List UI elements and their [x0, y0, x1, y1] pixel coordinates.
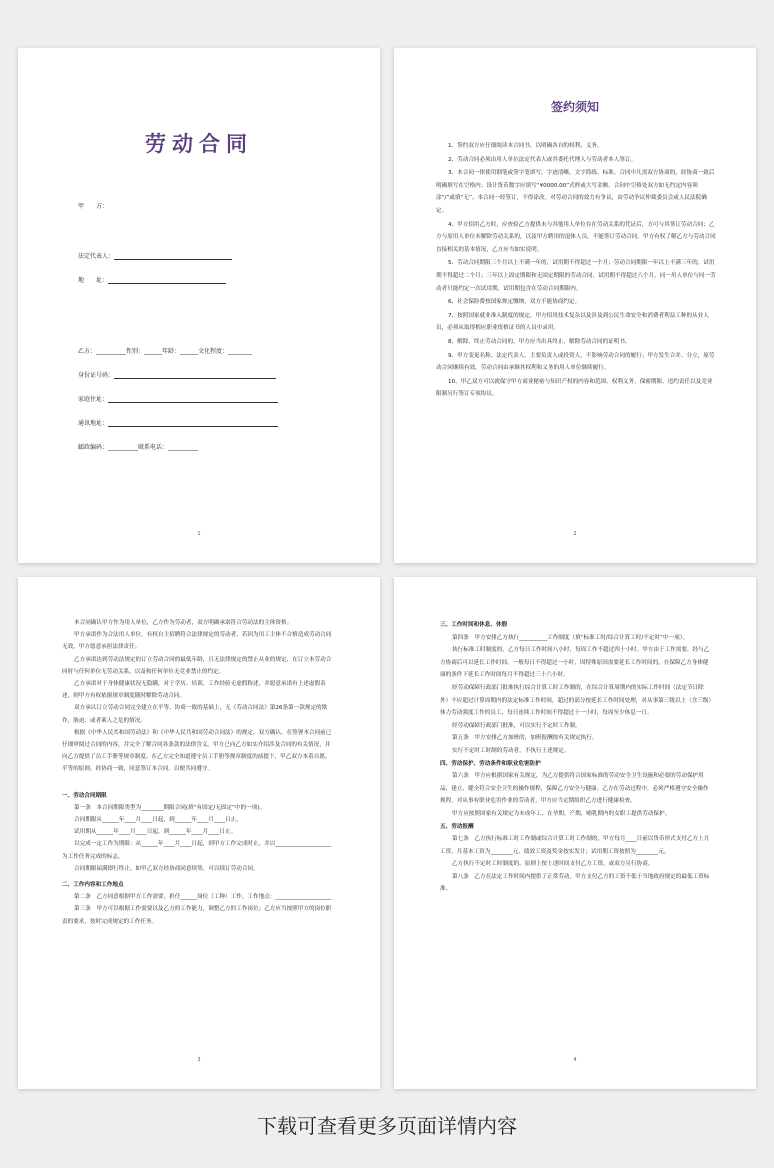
- notice-item: 5、劳动合同期限三个月以上不满一年的，试用期不得超过一个月；劳动合同期限一年以上不满三年的，试用期不得超过二个月；三年以上固定期限和无固定期限的劳动合同，试用期不得超过六个月。同一用人单位与同一劳动者只能约定一次试用期，试用期包含在劳动合同期限内。: [436, 260, 716, 292]
- legal-rep-line: [114, 253, 232, 260]
- section-heading: 二、工作内容和工作地点: [62, 882, 124, 889]
- section-heading: 三、工作时间和休息、休假: [440, 622, 508, 628]
- clause: 第八条 乙方在法定工作时间内提供了正常劳动，甲方支付乙方的工资不低于当地政府规定的最低工资标准。: [440, 873, 710, 893]
- notice-list: [436, 140, 716, 402]
- home-address-row: [78, 394, 278, 403]
- paragraph: 乙方承诺对于身体健康状况无隐瞒，对于学历、培训，工作经验无虚假称述，并愿意承诺有上述虚假表述，则甲方有权依据规章制度随时解除劳动合同。: [62, 681, 326, 700]
- home-address-line: [108, 396, 278, 403]
- clause: 以完成一定工作为期限：从______年____月____日起，到甲方工作完成时止，并以____________________为工作任务完成的标志。: [62, 841, 332, 860]
- id-number-label: 身份证号码：: [78, 372, 115, 379]
- notice-item: 2、劳动合同必须由用人单位法定代表人或其委托代理人与劳动者本人签订。: [448, 156, 637, 163]
- page3-body: [62, 617, 334, 928]
- mail-address-row: [78, 418, 278, 427]
- section-heading: 五、劳动报酬: [440, 823, 474, 830]
- contract-page-3: [18, 577, 380, 1089]
- page4-body: [440, 619, 712, 896]
- legal-rep-row: [78, 251, 232, 260]
- clause: 第六条 甲方应根据国家有关规定，为乙方提供符合国家标准的劳动安全卫生设施和必要的劳动保护用品，建立、健全符合安全卫生的操作规程，保障乙方安全与健康。乙方在劳动过程中，必须严格遵守安全操作规程。对从事有职业危害作业的劳动者，甲方应当定期组织乙方进行健康检查。: [440, 773, 709, 805]
- clause: 甲方应按照国家有关规定为未成年工、在孕期、产期、哺乳期内的女职工提供劳动保护。: [452, 810, 671, 817]
- id-number-row: [78, 370, 276, 379]
- address-label: 地 址：: [78, 277, 109, 284]
- page-number: 2: [573, 531, 577, 537]
- notice-item: 6、社会保险费按国家规定缴纳，双方不能协商约定。: [448, 299, 581, 306]
- page-number: 1: [197, 531, 201, 537]
- mail-address-line: [108, 420, 278, 427]
- signing-notice-page: [394, 48, 756, 563]
- clause: 乙方执行不定时工时制度的，原则上按上述时间支付乙方工资，或双方另行协商。: [452, 861, 654, 868]
- clause: 第二条 乙方同意根据甲方工作需要，担任______岗位（工种）工作。工作地点：____________________: [74, 894, 332, 901]
- party-a-row: [78, 201, 108, 210]
- clause: 第四条 甲方安排乙方执行__________工作制度（填“标准工时/综合计算工时/不定时”中一项）。: [452, 634, 689, 641]
- notice-item: 3、本合同一律使用钢笔或签字笔填写，字迹清晰，文字简练、标准。合同中凡需双方协商的，经协商一致后明确填写在空格内；设计货币数字应填写“¥0000.00”式样或大写金额。合同中空格处双方如无约定内容须涂“/”或填“无”。本合同一经签订，不得涂改。对劳动合同的效力有争议，由劳动争议仲裁委员会或人民法院确定。: [436, 170, 715, 214]
- section-heading: 四、劳动保护、劳动条件和职业危害防护: [440, 760, 541, 767]
- contract-title: 劳动合同: [145, 132, 253, 156]
- postcode-phone-row: [78, 442, 198, 451]
- notice-item: 9、甲方变更名称、法定代表人、主要负责人或投资人，不影响劳动合同的履行；甲方发生合并、分立，原劳动合同继续有效，劳动合同由承继其权利和义务的用人单位继续履行。: [436, 352, 715, 372]
- clause: 第七条 乙方执行标准工时工作制或综合计算工时工作制的，甲方每月____日前以货币形式支付乙方上月工资，月基本工资为________元，绩效工资及奖金按实发计；试用期工资按照为________元。: [440, 836, 710, 855]
- clause: 经劳动保障行政部门批准，可以实行不定时工作制。: [452, 722, 581, 729]
- clause: 试用期从______年____月____日起，到______年____月____日止。: [74, 829, 237, 836]
- clause: 合同期限从______年____月____日起，到______年____月____日止。: [74, 817, 242, 824]
- clause: 第一条 本合同期限类型为________期限合同(填“有固定/无固定”中的一项)。: [74, 804, 266, 811]
- contract-page-4: [394, 577, 756, 1089]
- party-b-row: [78, 346, 252, 355]
- clause: 合同期限届满即行终止，如甲乙双方经协商同意续签，可以续订劳动合同。: [74, 865, 259, 872]
- notice-item: 1、签约双方应仔细阅读本合同书，以明确各自的权利、义务。: [448, 143, 603, 149]
- party-a-label: 甲 方：: [78, 203, 109, 210]
- party-b-line: 乙方：__________性别：______年龄：______文化程度：________: [78, 348, 253, 355]
- page-number: 3: [197, 1057, 201, 1063]
- id-number-line: [114, 372, 276, 379]
- download-caption: 下载可查看更多页面详情内容: [257, 1114, 517, 1138]
- page-number: 4: [573, 1057, 577, 1063]
- section-heading: 一、劳动合同期限: [62, 792, 107, 799]
- notice-item: 7、按照国家就业准入制度的规定，甲方招用技术复杂以及涉及到公民生命安全和消费者利益工种的从业人员，必须从取得相应职业资格证书的人员中录用。: [436, 312, 709, 332]
- notice-item: 8、解除、终止劳动合同的，甲方应当出具终止、解除劳动合同的证明书。: [448, 338, 631, 345]
- paragraph: 乙方承诺达到劳动法规定的订立劳动合同的最低年龄，且无法律规定的禁止从业的规定，在订立本劳动合同时与任何单位无劳动关系，以及和任何单位无竞业禁止的约定。: [62, 656, 332, 675]
- clause: 实行不定时工时制的劳动者，不执行上述规定。: [452, 747, 570, 754]
- paragraph: 本合同确认甲方作为用人单位，乙方作为劳动者，双方明确承诺符合劳动法的主体资格。: [74, 620, 293, 626]
- contract-cover-page: [18, 48, 380, 563]
- address-line: [108, 277, 226, 284]
- clause: 经劳动保障行政部门批准执行综合计算工时工作制的，在综合计算周期内的实际工作时间（法定节日除外）不应超过计算周期内的法定标准工作时间，超过的部分按延长工作时间处理，对从事第三级以上（含三级）体力劳动强度工作的员工，每日连续工作时间不得超过十一小时，每周至少休息一日。: [440, 684, 712, 717]
- paragraph: 甲方承诺作为合法用人单位，有权自主招聘符合法律规定的劳动者。若因为用工主体不合格造成劳动合同无效，甲方愿意承担法律责任。: [62, 632, 332, 651]
- paragraph: 双方承认订立劳动合同完全建立在平等、协商一致的基础上，无《劳动合同法》第26条第一款规定的欺诈，胁迫，或者乘人之危的情况。: [62, 705, 328, 724]
- notice-title: 签约须知: [550, 100, 599, 114]
- mail-address-label: 通讯地址：: [78, 420, 109, 427]
- notice-item: 10、甲乙双方可以就保守甲方商业秘密与知识产权的内容和范围、权利义务、保密期限、违约责任以及竞业限制另行签订专项协议。: [436, 378, 713, 398]
- clause: 第三条 甲方可以根据工作需要以及乙方的工作能力，调整乙方的工作岗位；乙方应当按照甲方的岗位职责的要求，按时完成规定的工作任务。: [62, 906, 332, 925]
- home-address-label: 家庭住址：: [78, 396, 109, 403]
- clause: 执行标准工时制度的，乙方每日工作时间八小时，每周工作不超过四十小时。甲方由于工作需要，经与乙方协商后可以延长工作时间，一般每日不得超过一小时，因特殊原因需要延长工作时间的，在保障乙方身体健康的条件下延长工作时间每月不得超过三十六小时。: [440, 647, 710, 679]
- address-row: [78, 275, 226, 284]
- clause: 第五条 甲方安排乙方加班的，加班报酬按有关规定执行。: [452, 735, 598, 742]
- paragraph: 根据《中华人民共和国劳动法》和《中华人民共和国劳动合同法》的规定，双方确认，在签署本合同前已仔细审阅过合同的内容，并完全了解合同各条款的法律含义。甲方已向乙方如实介绍涉及合同的有关情况，并向乙方提供了员工手册等规章制度。在乙方完全知道遵守员工手册等规章制度的前提下，甲乙双方本着自愿、平等的原则，经协商一致，同意签订本合同，以便共同遵守。: [62, 729, 332, 773]
- postcode-phone-line: 邮政编码：__________联系电话：__________: [78, 444, 199, 451]
- notice-item: 4、甲方招用乙方时，应查验乙方提供未与其他用人单位存在劳动关系的凭证后，方可与其签订劳动合同；乙方与原用人单位未解除劳动关系的，以及甲方聘用的退休人员，不能签订劳动合同。甲方有权了解乙方与劳动合同直接相关的基本情况，乙方应当如实说明。: [436, 221, 716, 253]
- legal-rep-label: 法定代表人：: [78, 253, 115, 260]
